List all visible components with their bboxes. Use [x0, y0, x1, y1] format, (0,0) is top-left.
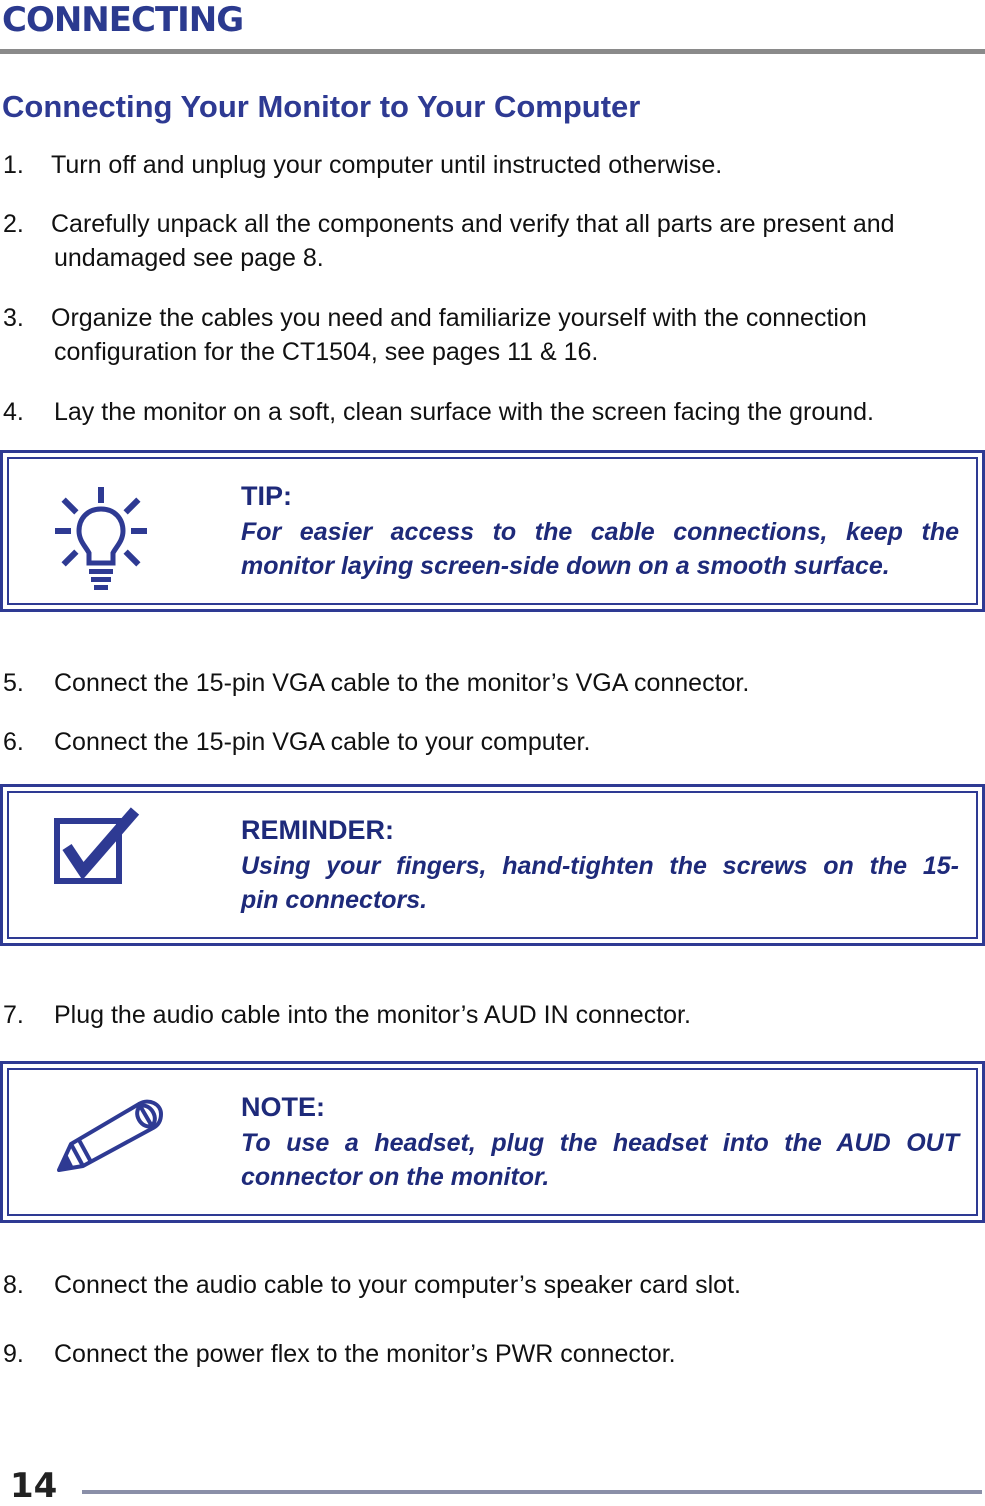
- step-text: Turn off and unplug your computer until instructed otherwise.: [51, 151, 723, 179]
- step-text: Connect the audio cable to your computer’s speaker card slot.: [54, 1271, 741, 1299]
- step-number: 6.: [3, 728, 24, 756]
- reminder-callout: [0, 784, 985, 946]
- step-number: 4.: [3, 398, 24, 426]
- tip-label: TIP:: [241, 481, 292, 511]
- checkbox-icon: [53, 807, 141, 887]
- bottom-divider: [82, 1490, 982, 1494]
- pencil-icon: [53, 1094, 169, 1176]
- step-text-line2: undamaged see page 8.: [54, 244, 324, 272]
- lightbulb-icon: [55, 487, 147, 591]
- step-3: [0, 301, 985, 371]
- section-title: CONNECTING: [2, 0, 244, 40]
- page-heading: Connecting Your Monitor to Your Computer: [2, 89, 641, 124]
- note-label: NOTE:: [241, 1092, 325, 1122]
- step-text-line2: configuration for the CT1504, see pages 11 & 16.: [54, 338, 599, 366]
- note-body-line1: To use a headset, plug the headset into the AUD OUT: [241, 1129, 959, 1157]
- step-number: 5.: [3, 669, 24, 697]
- step-number: 1.: [3, 151, 24, 179]
- tip-body-line1: For easier access to the cable connections, keep the: [241, 518, 959, 546]
- step-number: 8.: [3, 1271, 24, 1299]
- reminder-body-line2: pin connectors.: [241, 886, 428, 914]
- note-callout: [0, 1061, 985, 1223]
- step-2: [0, 207, 985, 277]
- step-text-line1: Carefully unpack all the components and verify that all parts are present and: [51, 210, 895, 238]
- step-text: Lay the monitor on a soft, clean surface with the screen facing the ground.: [54, 398, 874, 426]
- note-body-line2: connector on the monitor.: [241, 1163, 550, 1191]
- step-text: Connect the 15-pin VGA cable to your computer.: [54, 728, 591, 756]
- tip-callout: [0, 450, 985, 612]
- step-number: 9.: [3, 1340, 24, 1368]
- step-text: Connect the 15-pin VGA cable to the monitor’s VGA connector.: [54, 669, 750, 697]
- top-divider: [0, 49, 985, 54]
- tip-body-line2: monitor laying screen-side down on a smooth surface.: [241, 552, 890, 580]
- page-number: 14: [10, 1466, 58, 1506]
- step-number: 7.: [3, 1001, 24, 1029]
- step-number: 3.: [3, 304, 24, 332]
- step-number: 2.: [3, 210, 24, 238]
- step-text: Connect the power flex to the monitor’s PWR connector.: [54, 1340, 676, 1368]
- reminder-label: REMINDER:: [241, 815, 394, 845]
- step-text: Plug the audio cable into the monitor’s AUD IN connector.: [54, 1001, 691, 1029]
- reminder-body-line1: Using your fingers, hand-tighten the screws on the 15-: [241, 852, 959, 880]
- step-text-line1: Organize the cables you need and familiarize yourself with the connection: [51, 304, 867, 332]
